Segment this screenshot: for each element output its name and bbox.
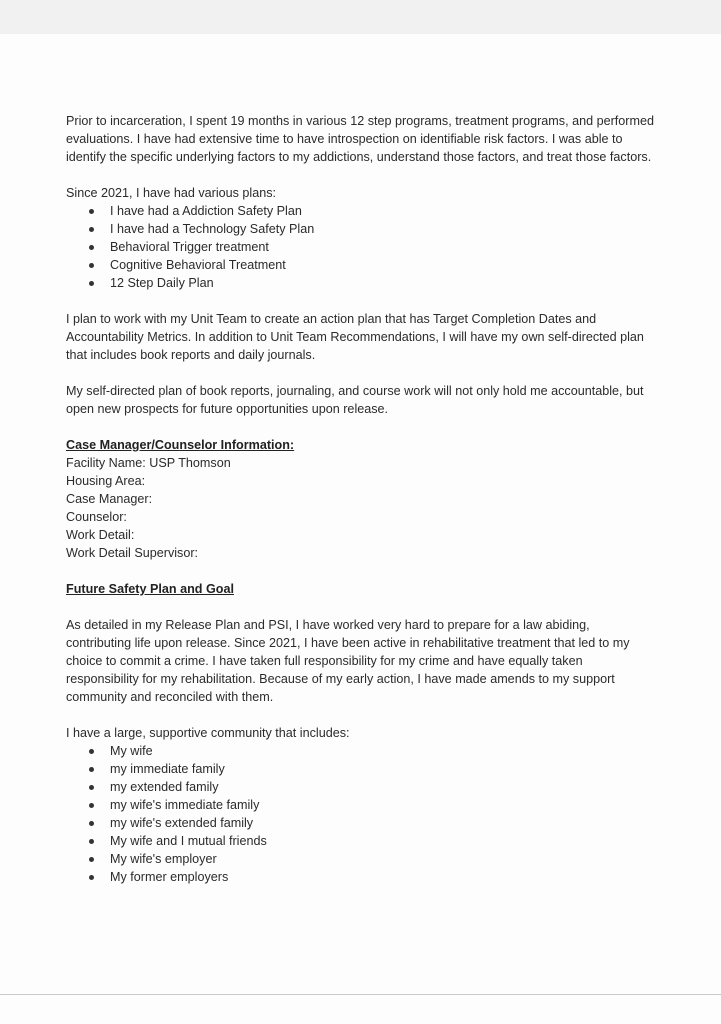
bullet-icon xyxy=(89,749,94,754)
bullet-icon xyxy=(89,839,94,844)
housing-area-line: Housing Area: xyxy=(66,474,146,488)
list-item: Cognitive Behavioral Treatment xyxy=(66,256,656,274)
list-item: 12 Step Daily Plan xyxy=(66,274,656,292)
bullet-icon xyxy=(89,875,94,880)
release-plan-paragraph: As detailed in my Release Plan and PSI, I have worked very hard to prepare for a law abiding, contributing life upon release. Since 2021, I have been active in rehabilitative treatment that led to my choice to commit a crime. I have taken full responsibility for my crime and have equally taken responsibility for my rehabilitation. Because of my early action, I have made amends to my support community and reconciled with them. xyxy=(66,618,630,704)
action-plan-paragraph: I plan to work with my Unit Team to create an action plan that has Target Completion Dates and Accountability Metrics. In addition to Unit Team Recommendations, I will have my own self-directed plan that includes book reports and daily journals. xyxy=(66,312,644,362)
self-directed-paragraph: My self-directed plan of book reports, journaling, and course work will not only hold me accountable, but open new prospects for future opportunities upon release. xyxy=(66,384,644,416)
community-list xyxy=(66,742,656,886)
bullet-icon xyxy=(89,227,94,232)
community-intro: I have a large, supportive community that includes: xyxy=(66,726,350,740)
list-item: my wife's extended family xyxy=(66,814,656,832)
work-detail-line: Work Detail: xyxy=(66,528,135,542)
list-item: I have had a Technology Safety Plan xyxy=(66,220,656,238)
case-manager-heading: Case Manager/Counselor Information: xyxy=(66,438,295,452)
intro-paragraph: Prior to incarceration, I spent 19 months in various 12 step programs, treatment programs, and performed evaluations. I have had extensive time to have introspection on identifiable risk factors. I was able to identify the specific underlying factors to my addictions, understand those factors, and treat those factors. xyxy=(66,114,654,164)
list-item: My former employers xyxy=(66,868,656,886)
bullet-icon xyxy=(89,245,94,250)
plans-list xyxy=(66,202,656,292)
list-item: Behavioral Trigger treatment xyxy=(66,238,656,256)
list-item: My wife's employer xyxy=(66,850,656,868)
bullet-icon xyxy=(89,767,94,772)
bullet-icon xyxy=(89,209,94,214)
scan-top-band xyxy=(0,0,721,34)
bullet-icon xyxy=(89,281,94,286)
bullet-icon xyxy=(89,263,94,268)
list-item: my extended family xyxy=(66,778,656,796)
bullet-icon xyxy=(89,785,94,790)
list-item: My wife xyxy=(66,742,656,760)
list-item: My wife and I mutual friends xyxy=(66,832,656,850)
work-detail-supervisor-line: Work Detail Supervisor: xyxy=(66,546,199,560)
future-safety-heading: Future Safety Plan and Goal xyxy=(66,582,234,596)
page-bottom-edge xyxy=(0,994,721,995)
case-manager-line: Case Manager: xyxy=(66,492,153,506)
plans-intro: Since 2021, I have had various plans: xyxy=(66,186,277,200)
bullet-icon xyxy=(89,857,94,862)
list-item: my immediate family xyxy=(66,760,656,778)
document-body xyxy=(66,112,656,886)
list-item: I have had a Addiction Safety Plan xyxy=(66,202,656,220)
bullet-icon xyxy=(89,803,94,808)
facility-name-line: Facility Name: USP Thomson xyxy=(66,456,231,470)
bullet-icon xyxy=(89,821,94,826)
counselor-line: Counselor: xyxy=(66,510,127,524)
list-item: my wife's immediate family xyxy=(66,796,656,814)
